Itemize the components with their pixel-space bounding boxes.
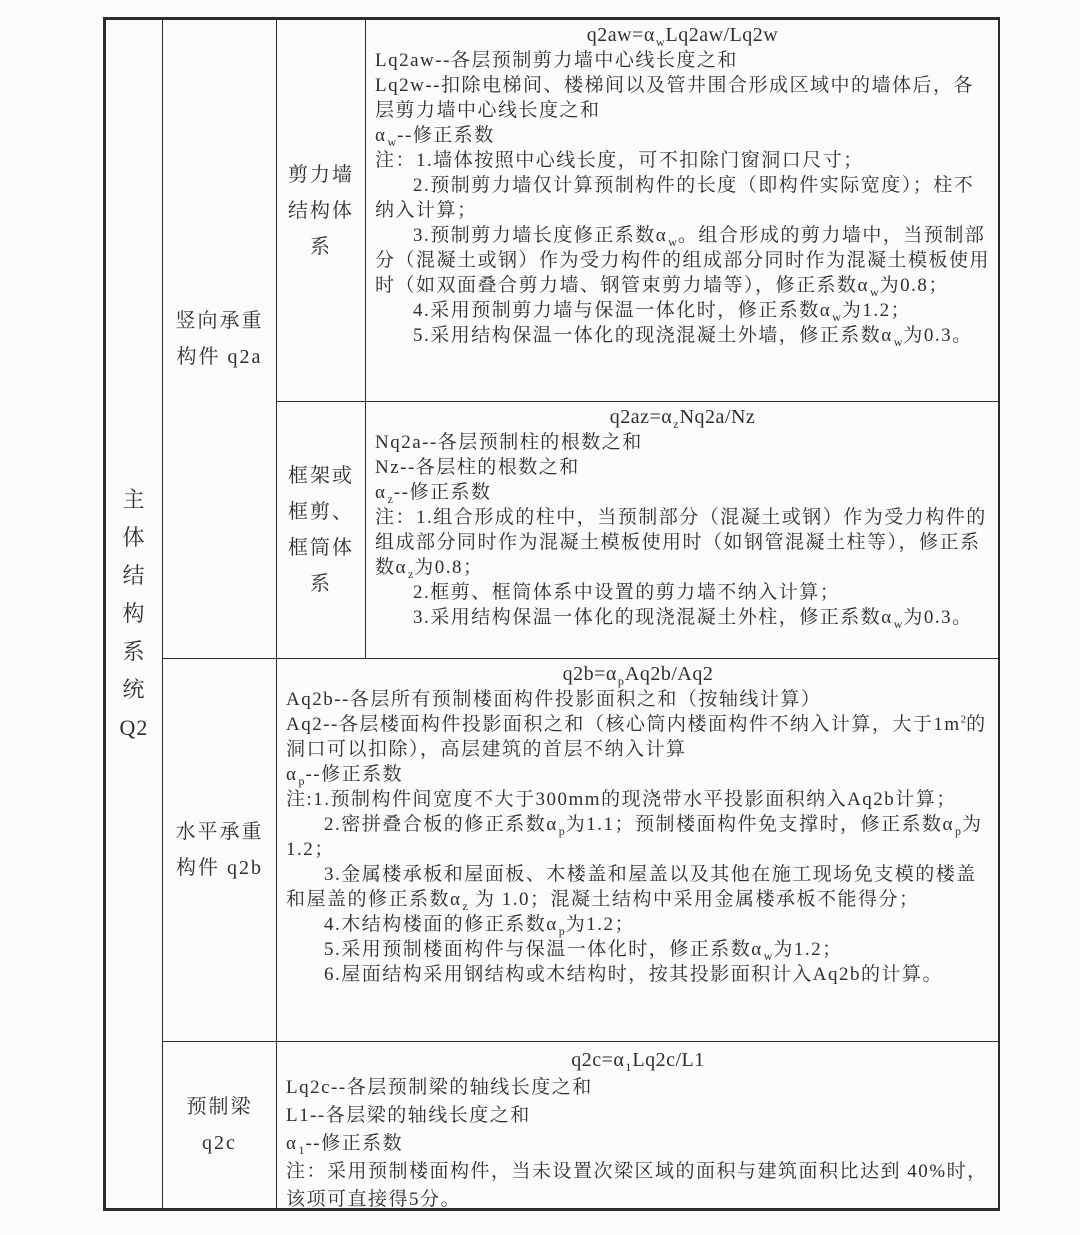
detail-paragraph: 5.采用结构保温一体化的现浇混凝土外墙，修正系数$\alpha_w$为0.3。 (413, 325, 973, 349)
subscript: 1 (298, 1142, 305, 1157)
subscript: z (407, 566, 414, 581)
formula-line: $q2aw=\alpha_wLq2aw/Lq2w$ (586, 24, 779, 49)
detail-paragraph: 注：采用预制楼面构件，当未设置次梁区域的面积与建筑面积比达到 40%时，该项可直接得5分。 (286, 1161, 988, 1210)
formula-line: $q2c=\alpha_1Lq2c/L1$ (571, 1049, 705, 1074)
cell-system-shearwall (276, 19, 366, 402)
component-label-line: q2c (202, 1132, 237, 1154)
detail-paragraph: 2.密拼叠合板的修正系数$\alpha_p$为1.1；预制楼面构件免支撑时，修正系数$\alpha_p$为1.2； (286, 814, 983, 860)
detail-paragraph: 4.木结构楼面的修正系数$\alpha_p$为1.2； (324, 914, 635, 938)
component-label-line: 竖向承重 (175, 310, 264, 332)
detail-paragraph: 注:1.预制构件间宽度不大于300mm的现浇带水平投影面积纳入Aq2b计算； (286, 789, 957, 810)
subscript: z (462, 898, 468, 913)
detail-paragraph: Lq2c--各层预制梁的轴线长度之和 (286, 1077, 593, 1098)
subscript: z (387, 491, 393, 506)
subscript: p (558, 823, 565, 838)
subscript: p (558, 923, 565, 938)
subscript: w (668, 234, 677, 249)
cell-component-q2a (162, 19, 277, 659)
detail-paragraph: Lq2w--扣除电梯间、楼梯间以及管井围合形成区域中的墙体后，各层剪力墙中心线长度之和 (375, 75, 974, 121)
detail-paragraph: $\alpha_w--$修正系数 (375, 125, 495, 149)
cell-system-frame (276, 401, 366, 659)
detail-paragraph: Aq2b--各层所有预制楼面构件投影面积之和（按轴线计算） (286, 689, 822, 710)
subscript: p (298, 773, 305, 788)
subscript: z (673, 417, 679, 431)
group-label-char: Q2 (119, 715, 149, 740)
detail-paragraph: L1--各层梁的轴线长度之和 (286, 1105, 531, 1126)
subscript: p (954, 823, 961, 838)
subscript: w (763, 948, 773, 963)
group-label-char: 构 (122, 601, 146, 626)
subscript: w (387, 134, 397, 149)
group-label-char: 系 (122, 639, 146, 664)
cell-group-label (105, 19, 163, 1209)
detail-paragraph: 2.框剪、框筒体系中设置的剪力墙不纳入计算； (413, 582, 841, 603)
group-label-char: 体 (122, 525, 146, 550)
cell-detail-q2b (276, 658, 1000, 1042)
system-label-line: 系 (310, 573, 332, 595)
detail-paragraph: Nq2a--各层预制柱的根数之和 (375, 432, 643, 453)
component-label-line: 水平承重 (175, 821, 264, 843)
scoring-table (103, 17, 1000, 1211)
subscript: w (655, 35, 665, 49)
detail-paragraph: 2.预制剪力墙仅计算预制构件的长度（即构件实际宽度）；柱不纳入计算； (375, 175, 975, 221)
detail-paragraph: 4.采用预制剪力墙与保温一体化时，修正系数$\alpha_w$为1.2； (413, 300, 912, 324)
system-label-line: 框架或 (288, 465, 354, 487)
cell-component-q2b (162, 658, 277, 1042)
formula-line: $q2b=\alpha_pAq2b/Aq2$ (562, 663, 714, 688)
detail-paragraph: 3.金属楼承板和屋面板、木楼盖和屋盖以及其他在施工现场免支模的楼盖和屋盖的修正系数$\alpha_z$ 为 1.0；混凝土结构中采用金属楼承板不能得分； (286, 864, 977, 913)
superscript: 2 (960, 713, 967, 726)
detail-paragraph: 6.屋面结构采用钢结构或木结构时，按其投影面积计入Aq2b的计算。 (324, 964, 943, 985)
system-label-line: 框筒体 (288, 537, 354, 559)
subscript: 1 (625, 1060, 632, 1074)
detail-paragraph: $\alpha_z--$修正系数 (375, 482, 492, 506)
subscript: w (832, 309, 841, 324)
detail-paragraph: Aq2--各层楼面构件投影面积之和（核心筒内楼面构件不纳入计算，大于$1m^2$的洞口可以扣除），高层建筑的首层不纳入计算 (286, 713, 987, 760)
detail-paragraph: $\alpha_p--$修正系数 (286, 764, 404, 788)
component-label-line: 构件 q2a (176, 346, 263, 368)
detail-paragraph: 3.采用结构保温一体化的现浇混凝土外柱，修正系数$\alpha_w$为0.3。 (413, 607, 973, 631)
detail-paragraph: 5.采用预制楼面构件与保温一体化时，修正系数$\alpha_w$为1.2； (324, 939, 843, 963)
detail-paragraph: $\alpha_1--$修正系数 (286, 1133, 404, 1157)
group-label-char: 主 (122, 487, 146, 512)
component-label-line: 预制梁 (186, 1096, 253, 1118)
detail-paragraph: Nz--各层柱的根数之和 (375, 457, 580, 478)
cell-detail-q2aw (365, 19, 1000, 402)
detail-paragraph: 注：1.墙体按照中心线长度，可不扣除门窗洞口尺寸； (375, 150, 864, 171)
subscript: w (869, 284, 879, 299)
group-label-char: 结 (122, 563, 146, 588)
detail-paragraph: 注：1.组合形成的柱中，当预制部分（混凝土或钢）作为受力构件的组成部分同时作为混凝土模板使用时（如钢管混凝土柱等），修正系数$\alpha_z$为0.8； (375, 507, 987, 581)
cell-detail-q2az (365, 401, 1000, 659)
system-label-line: 结构体 (288, 199, 354, 222)
formula-line: $q2az=\alpha_zNq2a/Nz$ (609, 406, 756, 431)
component-label-line: 构件 q2b (176, 857, 263, 879)
subscript: p (617, 674, 624, 688)
subscript: w (893, 334, 903, 349)
detail-paragraph: 3.预制剪力墙长度修正系数$\alpha_w$。组合形成的剪力墙中，当预制部分（混凝土或钢）作为受力构件的组成部分同时作为混凝土模板使用时（如双面叠合剪力墙、钢管束剪力墙等），修正系数$\alpha_w$为0.8； (375, 225, 991, 299)
system-label-line: 剪力墙 (288, 163, 354, 186)
detail-paragraph: Lq2aw--各层预制剪力墙中心线长度之和 (375, 50, 738, 71)
subscript: w (893, 616, 903, 631)
cell-detail-q2c (276, 1041, 1000, 1209)
system-label-line: 系 (310, 235, 332, 258)
group-label-char: 统 (122, 677, 146, 702)
system-label-line: 框剪、 (288, 501, 354, 523)
cell-component-q2c (162, 1041, 277, 1209)
